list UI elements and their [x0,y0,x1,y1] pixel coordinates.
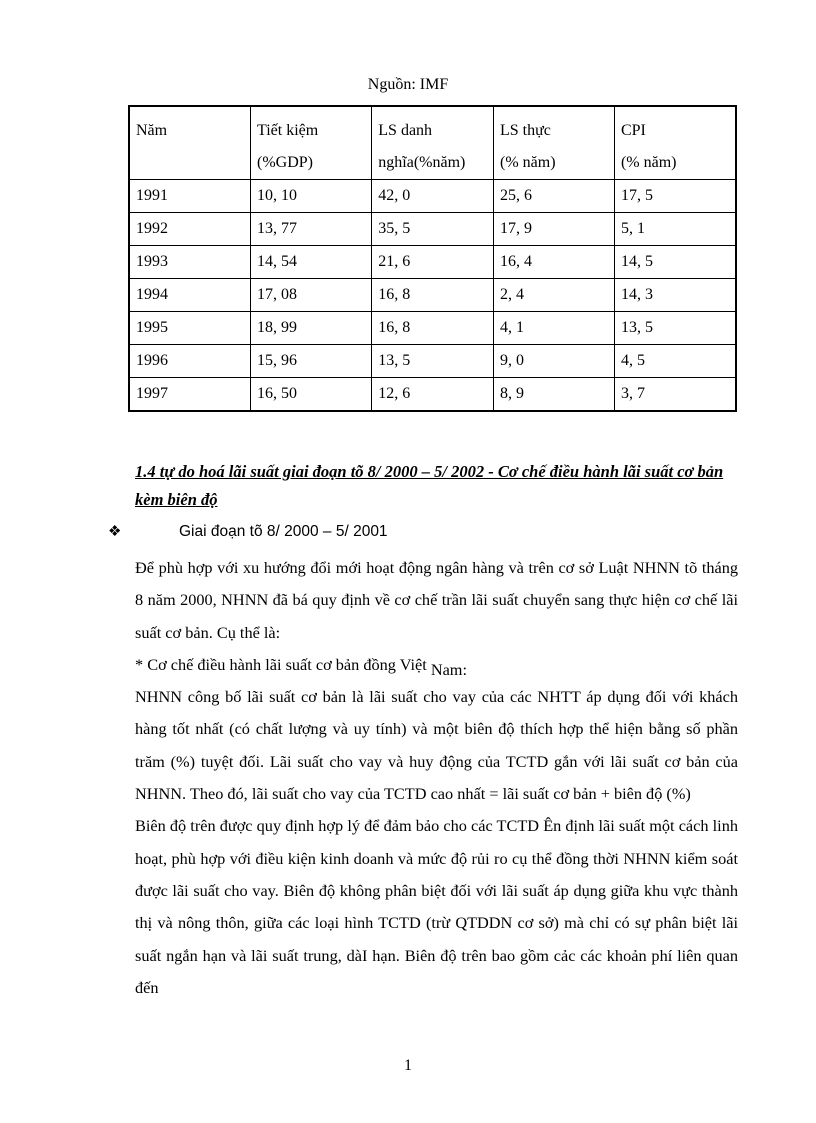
cell-real: 17, 9 [493,213,614,246]
cell-nominal: 13, 5 [372,345,494,378]
table-header-row [129,106,736,180]
cell-nominal: 16, 8 [372,279,494,312]
bullet-text: Giai đoạn tõ 8/ 2000 – 5/ 2001 [179,522,388,540]
paragraph-margin: Biên độ trên được quy định hợp lý để đảm bảo cho các TCTD Ên định lãi suất một cách linh hoạt, phù hợp với điều kiện kinh doanh và mức độ rủi ro cụ thể đồng thời NHNN kiểm soát được lãi suất cho vay. Biên độ không phân biệt đối với lãi suất áp dụng giữa khu vực thành thị và nông thôn, giữa các loại hình TCTD (trừ QTDDN cơ sở) mà chỉ có sự phân biệt lãi suất ngắn hạn và lãi suất trung, dàI hạn. Biên độ trên bao gồm cảc các khoản phí liên quan đến [135,816,738,997]
cell-real: 25, 6 [493,180,614,213]
header-nominal-rate: LS danh nghĩa(%năm) [372,106,494,180]
cell-savings: 14, 54 [250,246,371,279]
cell-nominal: 16, 8 [372,312,494,345]
header-year: Năm [129,106,250,180]
cell-real: 8, 9 [493,378,614,412]
cell-real: 9, 0 [493,345,614,378]
cell-nominal: 42, 0 [372,180,494,213]
table-row [129,345,736,378]
table-row [129,312,736,345]
cell-real: 16, 4 [493,246,614,279]
table-row [129,213,736,246]
cell-year: 1991 [129,180,250,213]
cell-savings: 17, 08 [250,279,371,312]
interest-rate-table [128,105,737,412]
cell-year: 1992 [129,213,250,246]
table-row [129,180,736,213]
cell-cpi: 17, 5 [614,180,736,213]
header-savings: Tiết kiệm (%GDP) [250,106,371,180]
cell-savings: 10, 10 [250,180,371,213]
body-text [135,552,738,1004]
cell-cpi: 5, 1 [614,213,736,246]
paragraph-mechanism-title: * Cơ chế điều hành lãi suất cơ bản đồng Việt Nam: [135,654,467,679]
cell-year: 1995 [129,312,250,345]
section-heading: 1.4 tự do hoá lãi suất giai đoạn tõ 8/ 2000 – 5/ 2002 - Cơ chế điều hành lãi suất cơ bản kèm biên độ [135,462,724,509]
cell-year: 1994 [129,279,250,312]
cell-savings: 13, 77 [250,213,371,246]
cell-nominal: 21, 6 [372,246,494,279]
cell-cpi: 4, 5 [614,345,736,378]
cell-savings: 15, 96 [250,345,371,378]
cell-year: 1996 [129,345,250,378]
cell-savings: 18, 99 [250,312,371,345]
cell-savings: 16, 50 [250,378,371,412]
cell-nominal: 12, 6 [372,378,494,412]
table-row [129,279,736,312]
cell-real: 2, 4 [493,279,614,312]
diamond-bullet-icon: ❖ [108,524,122,540]
table-row [129,246,736,279]
cell-cpi: 13, 5 [614,312,736,345]
cell-year: 1997 [129,378,250,412]
page-number: 1 [404,1057,412,1074]
table-source: Nguồn: IMF [367,76,449,93]
cell-year: 1993 [129,246,250,279]
bullet-item [108,522,388,541]
header-cpi: CPI (% năm) [614,106,736,180]
paragraph-intro: Để phù hợp với xu hướng đổi mới hoạt động ngân hàng và trên cơ sở Luật NHNN tõ tháng 8 năm 2000, NHNN đã bá quy định về cơ chế trần lãi suất chuyển sang thực hiện cơ chế lãi suất cơ bản. Cụ thể là: [135,558,738,642]
cell-real: 4, 1 [493,312,614,345]
cell-cpi: 3, 7 [614,378,736,412]
paragraph-base-rate: NHNN công bố lãi suất cơ bản là lãi suất cho vay của các NHTT áp dụng đối với khách hàng tốt nhất (có chất lượng và uy tính) và một biên độ thích hợp thể hiện bằng số phần trăm (%) tuyệt đối. Lãi suất cho vay và huy động của TCTD gắn với lãi suất cơ bản của NHNN. Theo đó, lãi suất cho vay của TCTD cao nhất = lãi suất cơ bản + biên độ (%) [135,687,738,804]
cell-cpi: 14, 3 [614,279,736,312]
cell-cpi: 14, 5 [614,246,736,279]
table-row [129,378,736,412]
header-real-rate: LS thực (% năm) [493,106,614,180]
cell-nominal: 35, 5 [372,213,494,246]
